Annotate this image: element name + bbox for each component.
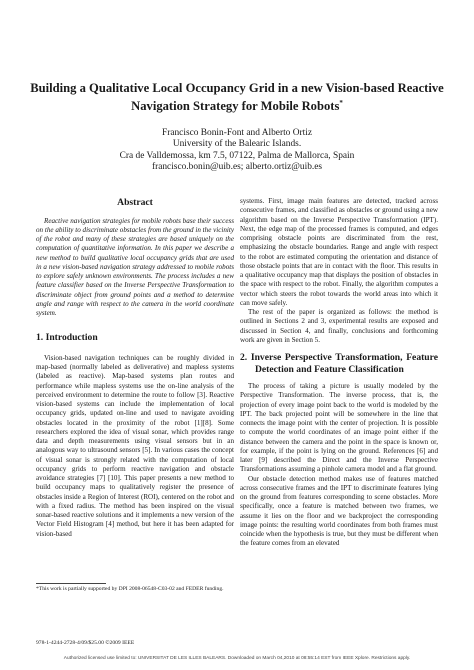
left-column — [36, 197, 234, 539]
title-line-1: Building a Qualitative Local Occupancy Grid in a new Vision-based Reactive — [30, 81, 444, 95]
paper-title — [30, 81, 444, 114]
section-2-heading-text: 2. Inverse Perspective Transformation, Feature Detection and Feature Classification — [240, 352, 438, 375]
abstract-heading: Abstract — [117, 197, 153, 208]
section-2-heading — [240, 352, 438, 375]
footnote: *This work is partially supported by DPI 2008-06548-C03-02 and FEDER funding. — [36, 586, 224, 592]
author-emails: francisco.bonin@uib.es; alberto.ortiz@uib.es — [151, 162, 323, 173]
footnote-rule — [36, 583, 106, 584]
author-block — [60, 128, 414, 174]
license-notice: Authorized licensed use limited to: UNIVERSITAT DE LES ILLES BALEARS. Downloaded on March 04,2010 at 08:55:14 EST from IEEE Xplore. Restrictions apply. — [63, 656, 411, 661]
title-footnote-marker: * — [339, 99, 343, 107]
section-1-paragraph-2: The rest of the paper is organized as follows: the method is outlined in Sections 2 and 3, experimental results are exposed and discussed in Section 4, and finally, conclusions and forthcoming work are given in Section 5. — [240, 308, 438, 344]
section-1-paragraph-1: Vision-based navigation techniques can be roughly divided in map-based (normally labeled as deliverative) and mapless systems (labeled as reactive). Map-based systems plan routes and performance while mapless systems use the on-line analysis of the perceived environment to determine the route to follow [3]. Reactive vision-based systems can include the implementation of local occupancy grids, updated on-line and used to navigate avoiding obstacles located in the proximity of the robot [1][8]. Some researchers explored the idea of visual sonar, which provides range data and depth measurements using visual sensors but in an analogous way to ultrasound sensors [5]. In various cases the concept of visual sonar is strongly related with the computation of local occupancy grids to perform reactive navigation and obstacle avoidance strategies [7] [10]. This paper presents a new method to build occupancy maps to qualitatively register the presence of obstacles inside a Region of Interest (ROI), centered on the robot and with a fixed radius. The method has been inspired on the visual sonar-based reactive solutions and it implements a new version of the Vector Field Histogram [4] method, but here it has been adapted for vision-based — [36, 353, 234, 538]
author-address: Cra de Valldemossa, km 7.5, 07122, Palma de Mallorca, Spain — [119, 150, 355, 161]
section-1-heading: 1. Introduction — [36, 332, 98, 344]
author-names: Francisco Bonin-Font and Alberto Ortiz — [162, 128, 312, 138]
abstract-text: Reactive navigation strategies for mobile robots base their success on the ability to discriminate obstacles from the ground in the vicinity of the robot and many of these strategies are based uniquely on the computation of quantitative information. In this paper we describe a new method to build qualitative local occupancy grids that are used in a new vision-based navigation strategy addressed to mobile robots to explore safely unknown environments. The process includes a new feature classifier based on the Inverse Perspective Transformation to discriminate object from ground points and a method to determine angle and range with respect to the camera in the world coordinate system. — [36, 216, 234, 317]
section-2-paragraph-1: The process of taking a picture is usually modeled by the Perspective Transformation. The inverse process, that is, the projection of every image point back to the world is modeled by the IPT. The back projected point will be somewhere in the line that connects the image point with the center of projection. It is possible to compute the world coordinates of an image point either if the distance between the camera and the point in the space is known or, for example, if the point is lying on the ground. References [6] and later [9] described the Direct and the Inverse Perspective Transformations assuming a pinhole camera model and a flat ground. — [240, 382, 438, 474]
right-column — [240, 197, 438, 549]
section-2-paragraph-2: Our obstacle detection method makes use of features matched across consecutive frames and the IPT to discriminate features lying on the ground from features corresponding to scene obstacles. More specifically, once a feature is matched between two frames, we assume it lies on the floor and we backproject the corresponding image points: the resulting world coordinates from both frames must coincide when the hypothesis is true, but they must be different when the feature comes from an elevated — [240, 474, 438, 548]
author-affiliation: University of the Balearic Islands. — [172, 139, 302, 150]
section-1-paragraph-1-continued: systems. First, image main features are detected, tracked across consecutive frames, and classified as obstacles or ground using a new algorithm based on the Inverse Perspective Transformation (IPT). Next, the edge map of the processed frames is computed, and edges comprising obstacle points are discriminated from the rest, emphasizing the obstacle boundaries. Range and angle with respect to the robot are estimated computing the orientation and distance of those obstacle points that are in contact with the floor. This results in a qualitative occupancy map that displays the position of obstacles in the space with respect to the robot. Finally, the algorithm computes a vector which steers the robot towards the world areas into which it can move safely. — [240, 197, 438, 307]
isbn-line: 978-1-4244-2728-4/09/$25.00 ©2009 IEEE — [36, 640, 135, 646]
title-line-2-text: Navigation Strategy for Mobile Robots — [131, 99, 340, 114]
title-line-2 — [30, 96, 444, 114]
